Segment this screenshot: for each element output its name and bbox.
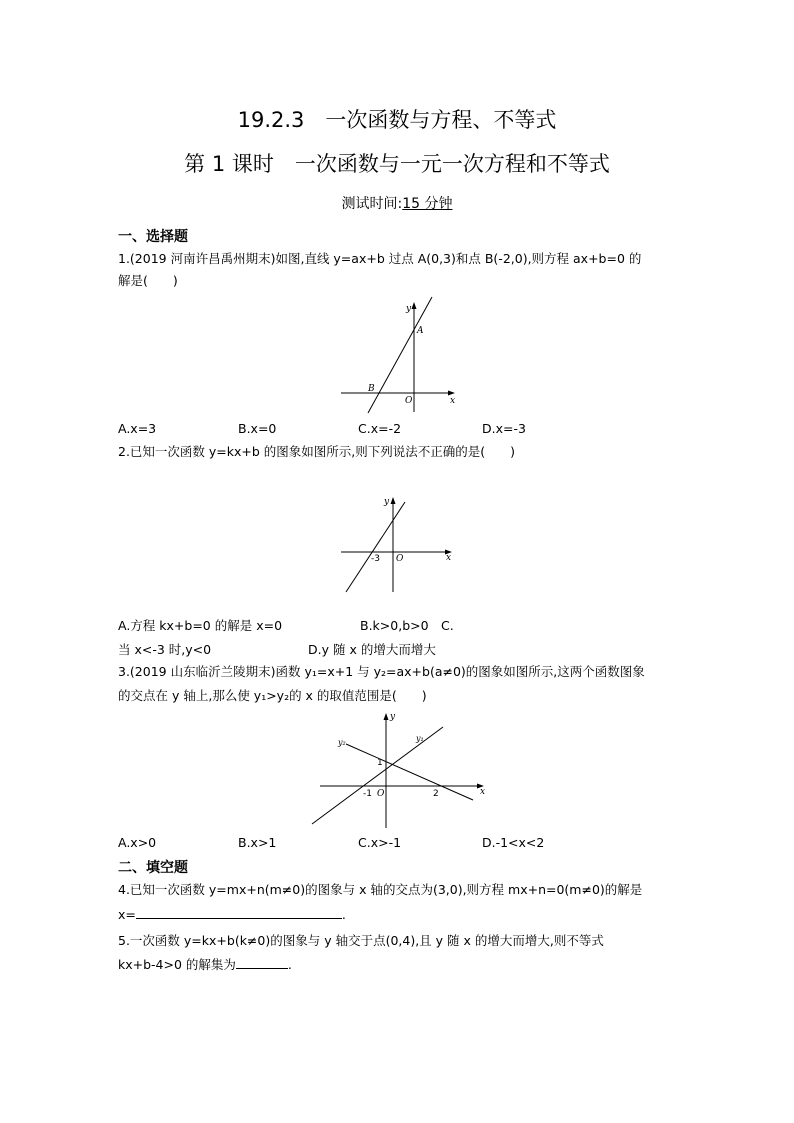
- question-1-option-a[interactable]: A.x=3: [118, 421, 157, 436]
- q1-point-b-label: B: [368, 384, 375, 394]
- q1-y-label: y: [406, 304, 412, 314]
- test-time-value: 15 分钟: [402, 196, 453, 212]
- q2-line-y-kx-b: [346, 502, 405, 592]
- question-1-option-c[interactable]: C.x=-2: [358, 421, 402, 436]
- question-4-line1: 4.已知一次函数 y=mx+n(m≠0)的图象与 x 轴的交点为(3,0),则方程 mx+n=0(m≠0)的解是: [118, 882, 643, 897]
- question-5-suffix: .: [287, 957, 292, 972]
- title-period: 第 1 课时 一次函数与一元一次方程和不等式: [184, 152, 610, 176]
- question-1-option-d[interactable]: D.x=-3: [482, 421, 526, 436]
- question-1-option-b[interactable]: B.x=0: [238, 421, 277, 436]
- q3-label-y2: y₂: [338, 738, 346, 747]
- q2-origin-label: O: [396, 554, 404, 564]
- question-3-option-c[interactable]: C.x>-1: [358, 835, 402, 850]
- q1-line-y-ax-b: [368, 297, 432, 413]
- question-2-option-d[interactable]: D.y 随 x 的增大而增大: [308, 642, 436, 657]
- question-2-option-a[interactable]: A.方程 kx+b=0 的解是 x=0: [118, 618, 283, 633]
- question-3-line1: 3.(2019 山东临沂兰陵期末)函数 y₁=x+1 与 y₂=ax+b(a≠0)的图象如图所示,这两个函数图象: [118, 664, 645, 679]
- question-3-line2: 的交点在 y 轴上,那么使 y₁>y₂的 x 的取值范围是( ): [118, 688, 427, 703]
- q2-x-label: x: [446, 553, 452, 563]
- question-3-figure: [306, 708, 492, 830]
- q3-x-label: x: [480, 787, 486, 797]
- section-heading-choice: 一、选择题: [118, 229, 188, 245]
- question-4-blank[interactable]: [136, 904, 342, 919]
- q2-tick-neg3: -3: [371, 554, 380, 564]
- question-5-blank[interactable]: [236, 954, 288, 969]
- q3-y-arrow: [384, 713, 389, 720]
- question-5-line1: 5.一次函数 y=kx+b(k≠0)的图象与 y 轴交于点(0,4),且 y 随 x 的增大而增大,则不等式: [118, 933, 604, 948]
- q2-y-arrow: [391, 497, 396, 504]
- question-4-suffix: .: [341, 907, 346, 922]
- q3-origin-label: O: [377, 789, 385, 799]
- test-time-label: 测试时间:: [341, 196, 403, 212]
- q3-tick-neg1: -1: [363, 789, 372, 799]
- question-2-line1: 2.已知一次函数 y=kx+b 的图象如图所示,则下列说法不正确的是( ): [118, 444, 516, 459]
- q1-x-label: x: [450, 396, 456, 406]
- section-heading-fill: 二、填空题: [118, 860, 188, 876]
- question-3-option-d[interactable]: D.-1<x<2: [482, 835, 545, 850]
- q3-tick-1: 1: [377, 758, 383, 768]
- q3-y-label: y: [390, 712, 396, 722]
- question-2-figure: [335, 492, 460, 602]
- question-1-figure: [333, 295, 463, 415]
- question-3-option-b[interactable]: B.x>1: [238, 835, 277, 850]
- question-3-option-a[interactable]: A.x>0: [118, 835, 157, 850]
- q3-tick-2: 2: [433, 789, 439, 799]
- q1-origin-label: O: [405, 396, 413, 406]
- question-5-prefix: kx+b-4>0 的解集为: [118, 957, 236, 972]
- q1-point-a-label: A: [417, 326, 424, 336]
- q2-y-label: y: [384, 497, 390, 507]
- title-lesson: 19.2.3 一次函数与方程、不等式: [237, 108, 557, 132]
- question-2-option-b-c[interactable]: B.k>0,b>0 C.: [360, 618, 454, 633]
- question-1-line2: 解是( ): [118, 273, 178, 288]
- question-1-line1: 1.(2019 河南许昌禹州期末)如图,直线 y=ax+b 过点 A(0,3)和点 B(-2,0),则方程 ax+b=0 的: [118, 251, 642, 266]
- q1-y-arrow: [412, 302, 417, 309]
- question-2-option-c-cont[interactable]: 当 x<-3 时,y<0: [118, 642, 212, 657]
- question-5-answer-line: [118, 954, 292, 976]
- test-time: [0, 193, 794, 213]
- question-4-prefix: x=: [118, 907, 136, 922]
- q3-label-y1: y₁: [416, 734, 424, 743]
- question-4-answer-line: [118, 904, 346, 926]
- q1-x-arrow: [448, 391, 455, 396]
